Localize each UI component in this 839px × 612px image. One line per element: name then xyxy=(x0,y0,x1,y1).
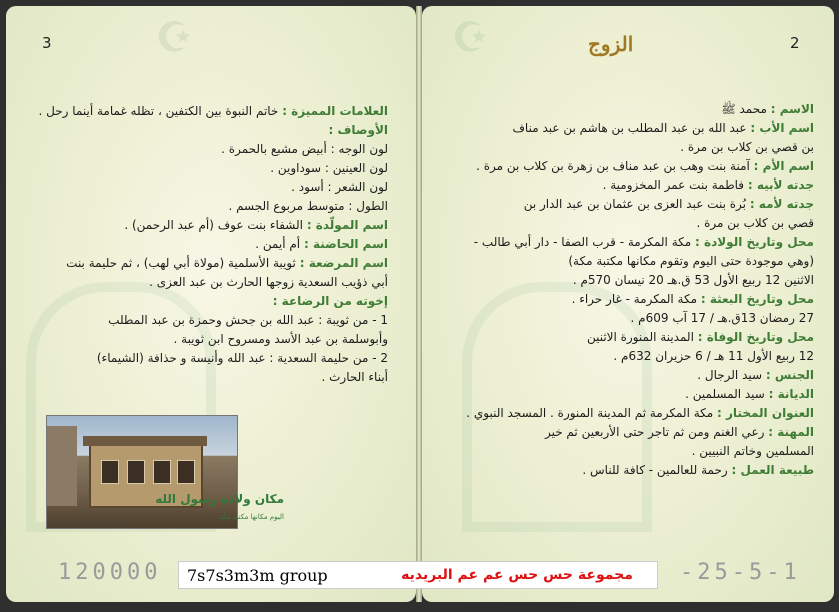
text-line xyxy=(16,349,388,368)
field-value: رعي الغنم ومن ثم تاجر حتى الأربعين ثم خير xyxy=(544,425,765,439)
field-label: جدته لأبيه : xyxy=(747,178,814,192)
text-line xyxy=(16,292,388,311)
field-value: لون الشعر : أسود . xyxy=(291,180,388,194)
field-value: فاطمة بنت عمر المخزومية . xyxy=(602,178,745,192)
field-value: قصي بن كلاب بن مرة . xyxy=(696,216,814,230)
text-line xyxy=(16,178,388,197)
text-line xyxy=(16,197,388,216)
page-title: الزوج xyxy=(588,32,634,56)
text-line xyxy=(430,271,814,290)
text-line xyxy=(430,404,814,423)
field-value: مكة المكرمة - قرب الصفا - دار أبي طالب - xyxy=(473,235,692,249)
field-value: أم أيمن . xyxy=(255,237,301,251)
field-value: بُرة بنت عبد العزى بن عثمان بن عبد الدار بن xyxy=(523,197,746,211)
text-line xyxy=(430,100,814,119)
field-value: 1 - من ثويبة : عبد الله بن جحش وحمزة بن عبد المطلب xyxy=(108,313,388,327)
field-value: المدينة المنورة الاثنين xyxy=(586,330,694,344)
text-line xyxy=(16,368,388,387)
text-line xyxy=(430,328,814,347)
text-line xyxy=(430,119,814,138)
text-line xyxy=(16,102,388,121)
birthplace-photo xyxy=(46,415,238,529)
text-line xyxy=(430,214,814,233)
field-value: الاثنين 12 ربيع الأول 53 ق.هـ 20 نيسان 570م . xyxy=(572,273,814,287)
calligraphy-watermark: ☪ xyxy=(452,14,488,61)
field-value: المسلمين وخاتم النبيين . xyxy=(691,444,814,458)
building-shape xyxy=(47,426,77,506)
text-line xyxy=(430,423,814,442)
field-label: طبيعة العمل : xyxy=(731,463,814,477)
field-value: سيد المسلمين . xyxy=(685,387,765,401)
field-value: محمد ﷺ xyxy=(721,102,767,116)
right-page xyxy=(422,6,834,602)
window-shape xyxy=(127,460,145,484)
field-value: لون الوجه : أبيض مشبع بالحمرة . xyxy=(221,142,388,156)
field-value: ثويبة الأسلمية (مولاة أبي لهب) ، ثم حليمة بنت xyxy=(66,256,296,270)
text-line xyxy=(16,159,388,178)
text-line xyxy=(430,138,814,157)
field-value: بن قصي بن كلاب بن مرة . xyxy=(680,140,814,154)
field-label: الديانة : xyxy=(768,387,814,401)
text-line xyxy=(16,311,388,330)
field-label: الاسم : xyxy=(770,102,814,116)
text-line xyxy=(430,385,814,404)
field-value: عبد الله بن عبد المطلب بن هاشم بن عبد مناف xyxy=(512,121,747,135)
field-label: اسم الحاضنة : xyxy=(303,237,388,251)
right-text-block xyxy=(430,100,814,480)
text-line xyxy=(430,176,814,195)
field-value: أبي ذؤيب السعدية زوجها الحارث بن عبد العزى . xyxy=(149,275,388,289)
field-value: خاتم النبوة بين الكتفين ، تظله غمامة أينما رحل . xyxy=(38,104,279,118)
field-label: إخوته من الرضاعة : xyxy=(272,294,388,308)
field-label: المهنة : xyxy=(768,425,814,439)
field-label: اسم المرضعة : xyxy=(299,256,388,270)
page-number: 3 xyxy=(42,34,52,52)
window-shape xyxy=(177,460,195,484)
left-text-block xyxy=(16,102,388,387)
text-line xyxy=(430,252,814,271)
field-value: الشفاء بنت عوف (أم عبد الرحمن) . xyxy=(124,218,303,232)
field-value: وأبوسلمة بن عبد الأسد ومسروح ابن ثويبة . xyxy=(173,332,388,346)
field-value: أبناء الحارث . xyxy=(321,370,388,384)
photo-caption: مكان ولادة رسول الله xyxy=(155,492,284,506)
text-line xyxy=(430,309,814,328)
field-label: العنوان المختار : xyxy=(717,406,814,420)
text-line xyxy=(430,195,814,214)
field-label: اسم الأم : xyxy=(753,159,814,173)
text-line xyxy=(430,233,814,252)
text-line xyxy=(16,216,388,235)
text-line xyxy=(16,273,388,292)
text-line xyxy=(16,235,388,254)
text-line xyxy=(16,140,388,159)
field-label: محل وتاريخ الولادة : xyxy=(695,235,814,249)
field-label: محل وتاريخ البعثة : xyxy=(700,292,814,306)
field-value: سيد الرجال . xyxy=(697,368,763,382)
text-line xyxy=(16,330,388,349)
field-value: (وهي موجودة حتى اليوم وتقوم مكانها مكتبة مكة) xyxy=(568,254,814,268)
field-value: 27 رمضان 13ق.هـ / 17 آب 609م . xyxy=(630,311,814,325)
photo-subcaption: اليوم مكانها مكتبة مكة xyxy=(219,513,284,521)
field-label: اسم المولّدة : xyxy=(306,218,388,232)
text-line xyxy=(430,347,814,366)
field-value: 2 - من حليمة السعدية : عبد الله وأنيسة و حذافة (الشيماء) xyxy=(96,351,388,365)
group-banner xyxy=(178,561,658,589)
calligraphy-watermark: ☪ xyxy=(156,14,192,61)
field-value: آمنة بنت وهب بن عبد مناف بن زهرة بن كلاب بن مرة . xyxy=(476,159,750,173)
group-name-en: 7s7s3m3m group xyxy=(187,565,328,585)
field-value: مكة المكرمة - غار حراء . xyxy=(571,292,698,306)
field-value: الطول : متوسط مربوع الجسم . xyxy=(228,199,388,213)
field-label: جدته لأمه : xyxy=(749,197,814,211)
field-value: لون العينين : سوداوين . xyxy=(270,161,388,175)
field-value: مكة المكرمة ثم المدينة المنورة . المسجد النبوي . xyxy=(466,406,714,420)
window-shape xyxy=(153,460,171,484)
text-line xyxy=(430,290,814,309)
window-shape xyxy=(101,460,119,484)
left-page xyxy=(6,6,416,602)
field-value: رحمة للعالمين - كافة للناس . xyxy=(582,463,728,477)
field-label: الجنس : xyxy=(765,368,814,382)
text-line xyxy=(430,366,814,385)
field-label: اسم الأب : xyxy=(750,121,814,135)
field-value: 12 ربيع الأول 11 هـ / 6 حزيران 632م . xyxy=(613,349,814,363)
group-name-ar: مجموعة حس حس عم عم البريديه xyxy=(401,567,633,583)
text-line xyxy=(16,254,388,273)
serial-number-left: 120000 xyxy=(58,560,162,585)
text-line xyxy=(16,121,388,140)
field-label: العلامات المميزة : xyxy=(282,104,388,118)
text-line xyxy=(430,157,814,176)
page-number: 2 xyxy=(790,34,800,52)
field-label: الأوصاف : xyxy=(328,123,388,137)
text-line xyxy=(430,461,814,480)
serial-number-right: -25-5-1 xyxy=(680,560,801,585)
field-label: محل وتاريخ الوفاة : xyxy=(697,330,814,344)
text-line xyxy=(430,442,814,461)
